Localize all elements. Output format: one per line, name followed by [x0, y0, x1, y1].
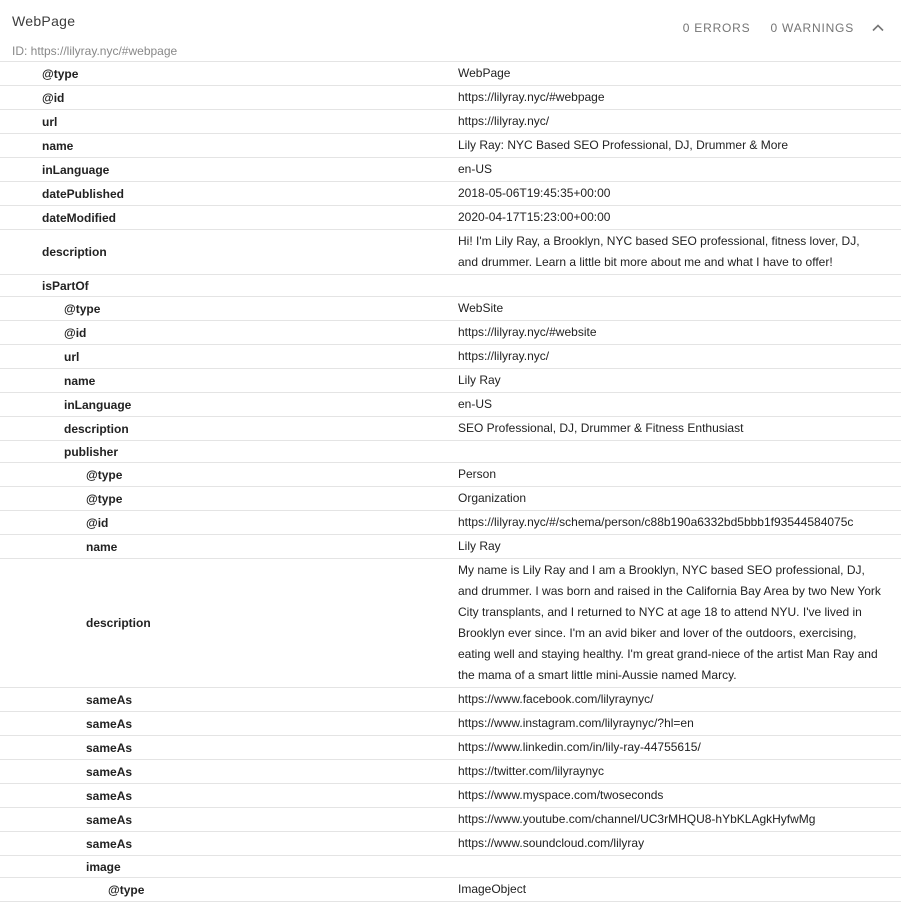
- property-value: https://lilyray.nyc/#/schema/person/c88b190a6332bd5bbb1f93544584075c: [458, 515, 854, 529]
- item-type-title: WebPage: [12, 13, 76, 29]
- property-row: [0, 86, 901, 110]
- property-key: url: [42, 114, 58, 129]
- property-table: [0, 61, 901, 902]
- warnings-count: 0 WARNINGS: [770, 21, 854, 35]
- property-value: [458, 441, 901, 462]
- property-row: [0, 393, 901, 417]
- property-value: en-US: [458, 162, 493, 176]
- property-row: [0, 832, 901, 856]
- property-row: [0, 878, 901, 902]
- property-key: @type: [42, 66, 79, 81]
- property-row: [0, 760, 901, 784]
- property-row: [0, 230, 901, 275]
- property-value: Lily Ray: NYC Based SEO Professional, DJ, Drummer & More: [458, 138, 789, 152]
- property-key: @type: [108, 882, 145, 897]
- property-key: @id: [42, 90, 65, 105]
- property-key: sameAs: [86, 812, 133, 827]
- property-value: [458, 275, 901, 296]
- property-row: [0, 856, 901, 878]
- property-value: WebPage: [458, 66, 511, 80]
- property-value: 2018-05-06T19:45:35+00:00: [458, 186, 611, 200]
- property-value: https://lilyray.nyc/#website: [458, 325, 597, 339]
- property-value: https://lilyray.nyc/#webpage: [458, 90, 605, 104]
- property-value: WebSite: [458, 301, 504, 315]
- property-key: sameAs: [86, 692, 133, 707]
- property-key: name: [64, 373, 96, 388]
- property-key: url: [64, 349, 80, 364]
- property-row: [0, 736, 901, 760]
- property-row: [0, 321, 901, 345]
- property-key: description: [86, 616, 151, 630]
- property-key: @type: [64, 301, 101, 316]
- property-key: inLanguage: [64, 397, 132, 412]
- property-key: @type: [86, 467, 123, 482]
- property-row: [0, 487, 901, 511]
- property-value: https://www.facebook.com/lilyraynyc/: [458, 692, 654, 706]
- property-row: [0, 206, 901, 230]
- property-value: Lily Ray: [458, 373, 501, 387]
- property-key: name: [86, 539, 118, 554]
- property-row: [0, 417, 901, 441]
- property-row: [0, 559, 901, 688]
- property-key: datePublished: [42, 186, 125, 201]
- property-value: https://www.instagram.com/lilyraynyc/?hl=en: [458, 716, 694, 730]
- result-header: [0, 0, 901, 61]
- property-key: description: [42, 245, 107, 259]
- property-key: name: [42, 138, 74, 153]
- property-row: [0, 535, 901, 559]
- property-row: [0, 110, 901, 134]
- property-row: [0, 441, 901, 463]
- property-value: https://twitter.com/lilyraynyc: [458, 764, 605, 778]
- property-key: sameAs: [86, 740, 133, 755]
- property-row: [0, 463, 901, 487]
- property-row: [0, 345, 901, 369]
- status-counts: [683, 21, 854, 35]
- property-value: https://lilyray.nyc/: [458, 349, 550, 363]
- chevron-up-icon: [871, 21, 885, 35]
- property-value: 2020-04-17T15:23:00+00:00: [458, 210, 611, 224]
- property-row: [0, 158, 901, 182]
- property-value: https://www.linkedin.com/in/lily-ray-44755615/: [458, 740, 701, 754]
- errors-count: 0 ERRORS: [682, 21, 751, 35]
- property-row: [0, 784, 901, 808]
- property-row: [0, 808, 901, 832]
- collapse-button[interactable]: [869, 19, 887, 37]
- property-key: image: [86, 859, 121, 874]
- property-key: @type: [86, 491, 123, 506]
- property-value: Organization: [458, 491, 527, 505]
- property-row: [0, 511, 901, 535]
- property-key: sameAs: [86, 788, 133, 803]
- item-id: ID: https://lilyray.nyc/#webpage: [12, 44, 178, 58]
- property-value: https://lilyray.nyc/: [458, 114, 550, 128]
- property-row: [0, 62, 901, 86]
- property-key: publisher: [64, 444, 119, 459]
- property-value: https://www.myspace.com/twoseconds: [458, 788, 664, 802]
- property-value: Hi! I'm Lily Ray, a Brooklyn, NYC based SEO professional, fitness lover, DJ, and drummer. Learn a little bit more about me and what I have to offer!: [458, 234, 860, 269]
- property-value: https://www.youtube.com/channel/UC3rMHQU8-hYbKLAgkHyfwMg: [458, 812, 816, 826]
- property-value: My name is Lily Ray and I am a Brooklyn, NYC based SEO professional, DJ, and drummer. I was born and raised in the California Bay Area by two New York City transplants, and I returned to NYC at age 18 to attend NYU. I've lived in Brooklyn ever since. I'm an avid biker and lover of the outdoors, exercising, eating well and staying healthy. I'm great grand-niece of the artist Man Ray and the mama of a smart little mini-Aussie named Marcy.: [458, 563, 881, 682]
- property-row: [0, 134, 901, 158]
- property-key: description: [64, 421, 129, 436]
- property-key: sameAs: [86, 764, 133, 779]
- property-row: [0, 369, 901, 393]
- property-row: [0, 275, 901, 297]
- property-row: [0, 297, 901, 321]
- property-value: Lily Ray: [458, 539, 501, 553]
- property-value: SEO Professional, DJ, Drummer & Fitness Enthusiast: [458, 421, 744, 435]
- property-key: sameAs: [86, 836, 133, 851]
- property-value: https://www.soundcloud.com/lilyray: [458, 836, 645, 850]
- property-value: en-US: [458, 397, 493, 411]
- property-key: inLanguage: [42, 162, 110, 177]
- property-key: sameAs: [86, 716, 133, 731]
- property-key: isPartOf: [42, 278, 89, 293]
- property-value: Person: [458, 467, 497, 481]
- property-row: [0, 712, 901, 736]
- property-value: [458, 856, 901, 877]
- property-key: @id: [86, 515, 109, 530]
- property-row: [0, 688, 901, 712]
- property-key: @id: [64, 325, 87, 340]
- property-row: [0, 182, 901, 206]
- property-value: ImageObject: [458, 882, 527, 896]
- property-key: dateModified: [42, 210, 116, 225]
